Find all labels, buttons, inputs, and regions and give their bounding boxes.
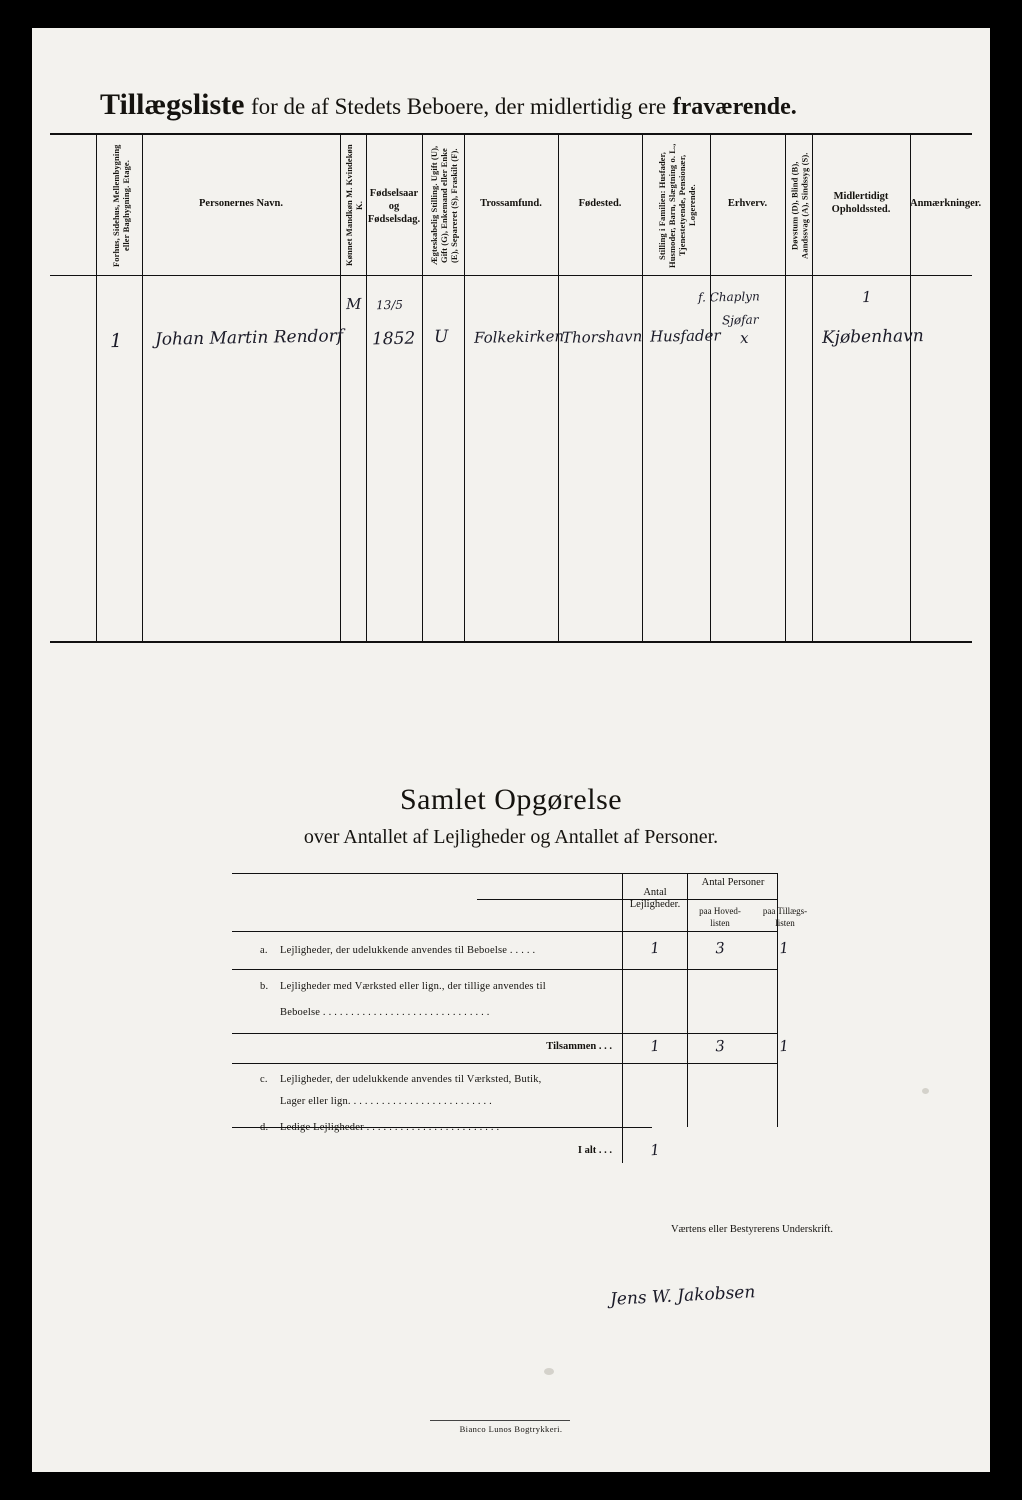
summary-row-letter: c.: [260, 1074, 268, 1085]
document-page: [32, 28, 990, 1472]
summary-row-tillaeg: 1: [778, 1036, 790, 1056]
summary-header-tillaegslisten: paa Tillægs- listen: [762, 906, 808, 928]
table-header-divider: [50, 275, 972, 276]
row-occupation-line1: f. Chaplyn: [697, 289, 760, 305]
page-title-lead: Tillægsliste: [100, 88, 245, 121]
column-divider: [785, 135, 786, 641]
summary-line: [687, 873, 688, 1127]
page-title: [100, 88, 960, 122]
column-divider: [464, 135, 465, 641]
printer-imprint: Bianco Lunos Bogtrykkeri.: [459, 1424, 563, 1434]
row-marital-status: U: [433, 326, 449, 348]
summary-row-text-cont: Lager eller lign. . . . . . . . . . . . . . . . . . . . . . . . . .: [280, 1096, 492, 1107]
column-header-remarks: Anmærkninger.: [910, 198, 982, 209]
row-disability-mark: 1: [861, 287, 872, 307]
summary-row-text: Ledige Lejligheder . . . . . . . . . . . . . . . . . . . . . . . .: [280, 1122, 500, 1133]
column-header-disability: Døvstum (D), Blind (B), Aandssvag (A), Sindssyg (S).: [789, 152, 810, 259]
summary-row-text: Lejligheder med Værksted eller lign., der tillige anvendes til: [280, 981, 546, 992]
row-occupation-mark: x: [739, 328, 749, 348]
summary-row-letter: b.: [260, 981, 269, 992]
summary-line: [232, 873, 777, 874]
row-religion: Folkekirken: [473, 327, 565, 347]
column-header-marital-status: Ægteskabelig Stilling. Ugift (U), Gift (G), Enkemand eller Enke (E), Separeret (S), Fraskilt (F).: [429, 145, 459, 266]
summary-line: [622, 873, 623, 1163]
summary-row-antal: 1: [649, 1036, 661, 1056]
signature-value: Jens W. Jakobsen: [609, 1282, 756, 1310]
summary-line: [232, 1063, 777, 1064]
summary-header-antal-lejligheder: Antal Lejligheder.: [629, 887, 681, 910]
signature-label: Værtens eller Bestyrerens Underskrift.: [670, 1224, 834, 1235]
summary-line: [232, 931, 777, 932]
page-title-mid: for de af Stedets Beboere, der midlertidig ere: [250, 94, 667, 119]
paper-smudge: [544, 1368, 554, 1375]
page-title-end: fraværende.: [672, 94, 797, 120]
column-header-birthplace: Fødested.: [578, 198, 622, 209]
column-divider: [340, 135, 341, 641]
column-header-family-position: Stilling i Familien: Husfader, Husmoder, Barn, Slægtning o. L., Tjenestetyende, Pensionær, Logerende.: [657, 143, 697, 268]
row-birth-year: 1852: [371, 328, 416, 350]
summary-row-letter: a.: [260, 945, 268, 956]
paper-smudge: [922, 1088, 929, 1094]
summary-row-antal: 1: [649, 1140, 661, 1160]
residents-table: [50, 133, 982, 643]
column-divider: [710, 135, 711, 641]
summary-row-subtotal-label: Tilsammen . . .: [546, 1041, 612, 1052]
column-header-birth-line1: Fødselsaar og Fødselsdag.: [367, 188, 421, 225]
column-divider: [422, 135, 423, 641]
summary-header-hovedlisten: paa Hoved- listen: [699, 906, 741, 928]
row-birth-day: 13/5: [375, 297, 404, 313]
column-divider: [558, 135, 559, 641]
column-header-occupation: Erhverv.: [727, 198, 768, 209]
summary-row-tillaeg: 1: [778, 938, 790, 958]
column-header-temporary-residence: Midlertidigt Opholdssted.: [831, 191, 891, 215]
column-header-sex: Kønnet Mandkøn M. Kvindekøn K.: [344, 144, 364, 267]
row-occupation-line2: Sjøfar: [721, 312, 759, 328]
summary-line: [232, 1033, 777, 1034]
row-temporary-residence: Kjøbenhavn: [821, 326, 924, 348]
column-divider: [96, 135, 97, 641]
column-header-building: Forhus, Sidehus, Mellembygning eller Baghygning. Etage.: [111, 144, 131, 267]
summary-table: [232, 873, 808, 1160]
row-number: 1: [109, 329, 123, 353]
footer-rule: [430, 1420, 570, 1421]
column-header-religion: Trossamfund.: [480, 198, 542, 209]
summary-row-text: Lejligheder, der udelukkende anvendes til Beboelse . . . . .: [280, 945, 536, 956]
column-divider: [910, 135, 911, 641]
row-birthplace: Thorshavn: [561, 327, 643, 347]
summary-row-total-label: I alt . . .: [577, 1145, 612, 1156]
summary-row-text-cont: Beboelse . . . . . . . . . . . . . . . . . . . . . . . . . . . . . .: [280, 1007, 490, 1018]
row-name: Johan Martin Rendorf: [154, 326, 344, 350]
summary-row-antal: 1: [649, 938, 661, 958]
summary-line: [232, 969, 777, 970]
column-header-name: Personernes Navn.: [199, 198, 283, 209]
column-divider: [142, 135, 143, 641]
column-header-birth: [366, 187, 422, 226]
summary-row-hoved: 3: [714, 1036, 726, 1056]
summary-row-text: Lejligheder, der udelukkende anvendes til Værksted, Butik,: [280, 1074, 542, 1085]
summary-title: Samlet Opgørelse: [399, 783, 623, 816]
summary-row-hoved: 3: [714, 938, 726, 958]
summary-row-letter: d.: [260, 1122, 269, 1133]
column-divider: [642, 135, 643, 641]
summary-header-antal-personer: Antal Personer: [701, 877, 765, 888]
summary-subtitle: over Antallet af Lejligheder og Antallet af Personer.: [303, 826, 719, 848]
row-family-position: Husfader: [649, 326, 721, 346]
row-sex-mark: M: [345, 294, 362, 314]
